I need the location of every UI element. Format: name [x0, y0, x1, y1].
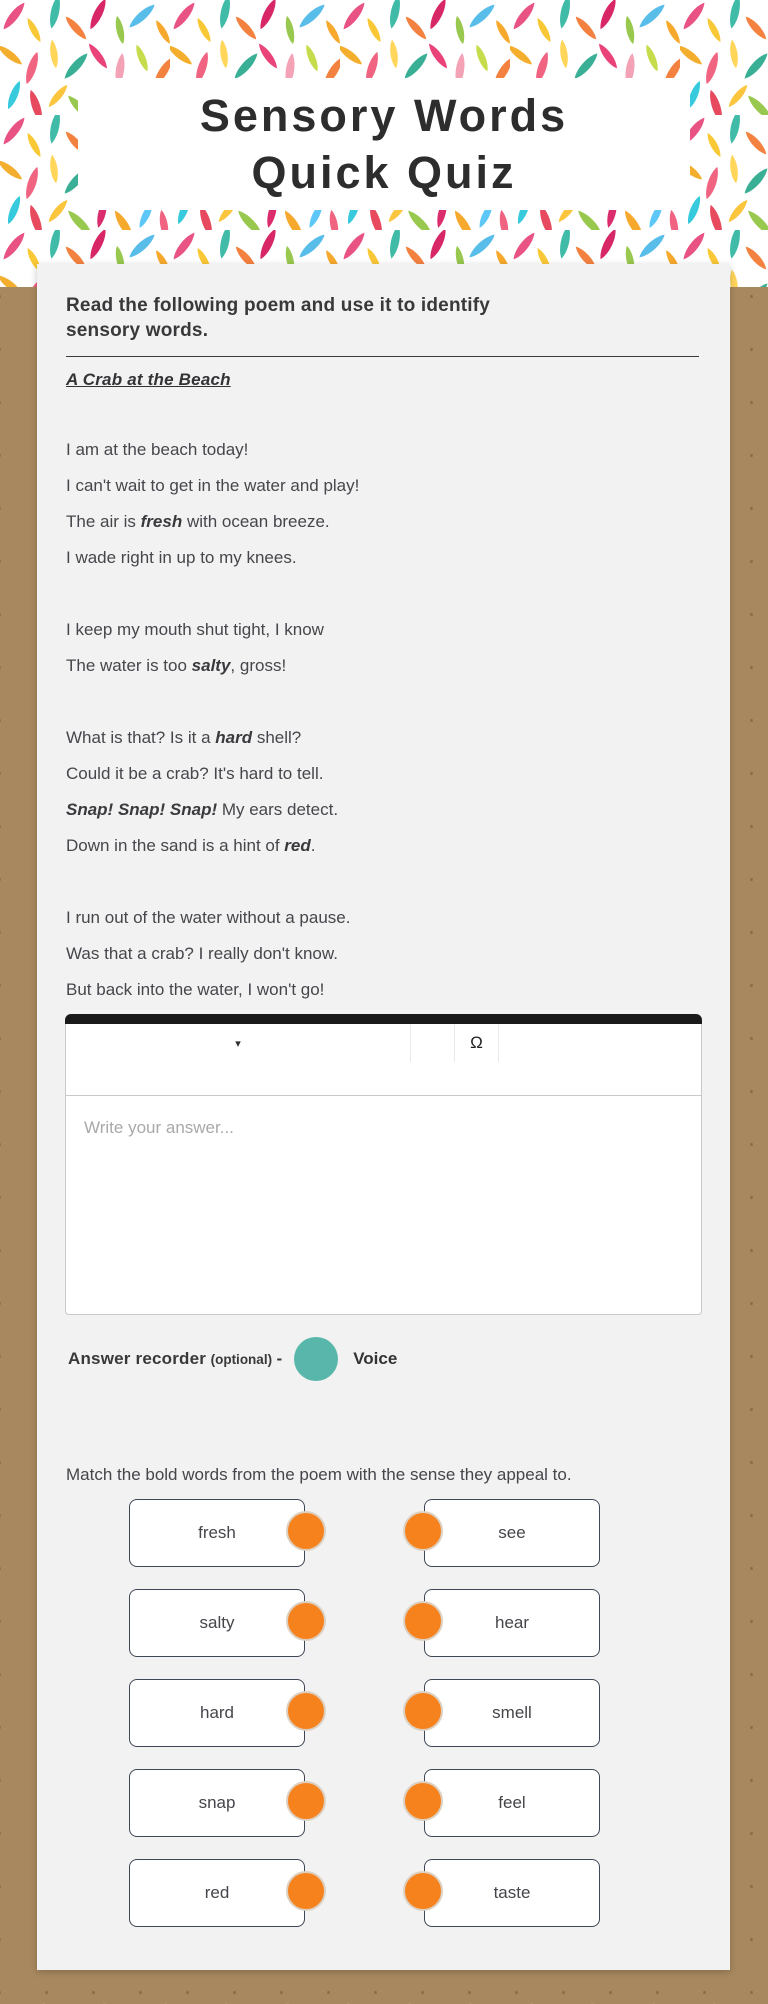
answer-recorder-optional-label: (optional)	[210, 1351, 273, 1367]
match-word-label: smell	[492, 1703, 532, 1722]
paragraph-style-dropdown[interactable]	[66, 1024, 411, 1062]
poem-line: Snap! Snap! Snap! My ears detect.	[66, 800, 339, 819]
toolbar-empty-button[interactable]	[411, 1024, 455, 1062]
omega-icon: Ω	[470, 1033, 483, 1052]
match-left-box[interactable]	[129, 1769, 305, 1837]
editor-top-bar	[65, 1014, 702, 1024]
poem-line: But back into the water, I won't go!	[66, 980, 325, 999]
poem-line: I wade right in up to my knees.	[66, 548, 297, 567]
poem-lines	[66, 432, 699, 1008]
match-word-label: see	[498, 1523, 526, 1542]
special-character-button[interactable]	[455, 1024, 499, 1062]
match-word-label: salty	[199, 1613, 235, 1632]
poem-line: Could it be a crab? It's hard to tell.	[66, 764, 324, 783]
voice-record-button[interactable]	[294, 1337, 338, 1381]
match-connector-dot[interactable]	[286, 1781, 326, 1821]
matching-rows	[66, 1499, 699, 1927]
chevron-down-icon: ▾	[235, 1037, 241, 1050]
match-left-box[interactable]	[129, 1679, 305, 1747]
match-row	[66, 1589, 699, 1657]
task1-heading-line1: Read the following poem and use it to identify	[66, 295, 491, 316]
match-row	[66, 1499, 699, 1567]
poem-line: I run out of the water without a pause.	[66, 908, 351, 927]
match-right-box[interactable]	[424, 1499, 600, 1567]
quiz-title-box	[78, 78, 690, 210]
quiz-title-line2: Quick Quiz	[251, 147, 517, 198]
worksheet-card	[37, 264, 730, 1970]
match-right-box[interactable]	[424, 1859, 600, 1927]
editor-body	[65, 1024, 702, 1315]
match-word-label: hard	[199, 1703, 235, 1722]
answer-editor	[65, 1014, 702, 1315]
task1-heading	[66, 293, 699, 343]
match-connector-dot[interactable]	[286, 1871, 326, 1911]
poem-line: I am at the beach today!	[66, 440, 249, 459]
match-connector-dot[interactable]	[286, 1511, 326, 1551]
task1-heading-line2: sensory words.	[66, 320, 209, 341]
match-left-box[interactable]	[129, 1589, 305, 1657]
poem-line: I can't wait to get in the water and play!	[66, 476, 360, 495]
match-connector-dot[interactable]	[403, 1781, 443, 1821]
match-right-box[interactable]	[424, 1679, 600, 1747]
match-connector-dot[interactable]	[286, 1691, 326, 1731]
match-right-box[interactable]	[424, 1589, 600, 1657]
poem-title: A Crab at the Beach	[66, 370, 231, 389]
match-word-label: snap	[198, 1793, 236, 1812]
voice-label: Voice	[353, 1349, 398, 1368]
match-word-label: taste	[493, 1883, 531, 1902]
editor-toolbar	[66, 1024, 701, 1096]
match-word-label: feel	[498, 1793, 526, 1812]
match-row	[66, 1859, 699, 1927]
quiz-title-line1: Sensory Words	[199, 90, 569, 141]
match-connector-dot[interactable]	[286, 1601, 326, 1641]
poem-line: Was that a crab? I really don't know.	[66, 944, 338, 963]
match-word-label: red	[204, 1883, 230, 1902]
matching-prompt: Match the bold words from the poem with the sense they appeal to.	[66, 1465, 572, 1484]
poem-stanza	[66, 900, 699, 1008]
poem-line: The water is too salty, gross!	[66, 656, 287, 675]
poem-line: I keep my mouth shut tight, I know	[66, 620, 324, 639]
match-word-label: hear	[494, 1613, 530, 1632]
heading-divider	[66, 356, 699, 357]
answer-recorder-dash: -	[276, 1349, 283, 1368]
match-right-box[interactable]	[424, 1769, 600, 1837]
match-connector-dot[interactable]	[403, 1601, 443, 1641]
poem-stanza	[66, 432, 699, 576]
poem-line: Down in the sand is a hint of red.	[66, 836, 316, 855]
match-connector-dot[interactable]	[403, 1871, 443, 1911]
poem-stanza	[66, 612, 699, 684]
answer-textarea[interactable]	[66, 1096, 701, 1314]
match-connector-dot[interactable]	[403, 1691, 443, 1731]
page-header	[0, 0, 768, 287]
match-row	[66, 1769, 699, 1837]
poem-line: The air is fresh with ocean breeze.	[66, 512, 330, 531]
match-connector-dot[interactable]	[403, 1511, 443, 1551]
match-row	[66, 1679, 699, 1747]
poem-stanza	[66, 720, 699, 864]
match-left-box[interactable]	[129, 1859, 305, 1927]
poem-line: What is that? Is it a hard shell?	[66, 728, 302, 747]
match-word-label: fresh	[198, 1523, 236, 1542]
answer-recorder-label: Answer recorder	[68, 1349, 207, 1368]
match-left-box[interactable]	[129, 1499, 305, 1567]
answer-recorder-row	[68, 1337, 699, 1381]
